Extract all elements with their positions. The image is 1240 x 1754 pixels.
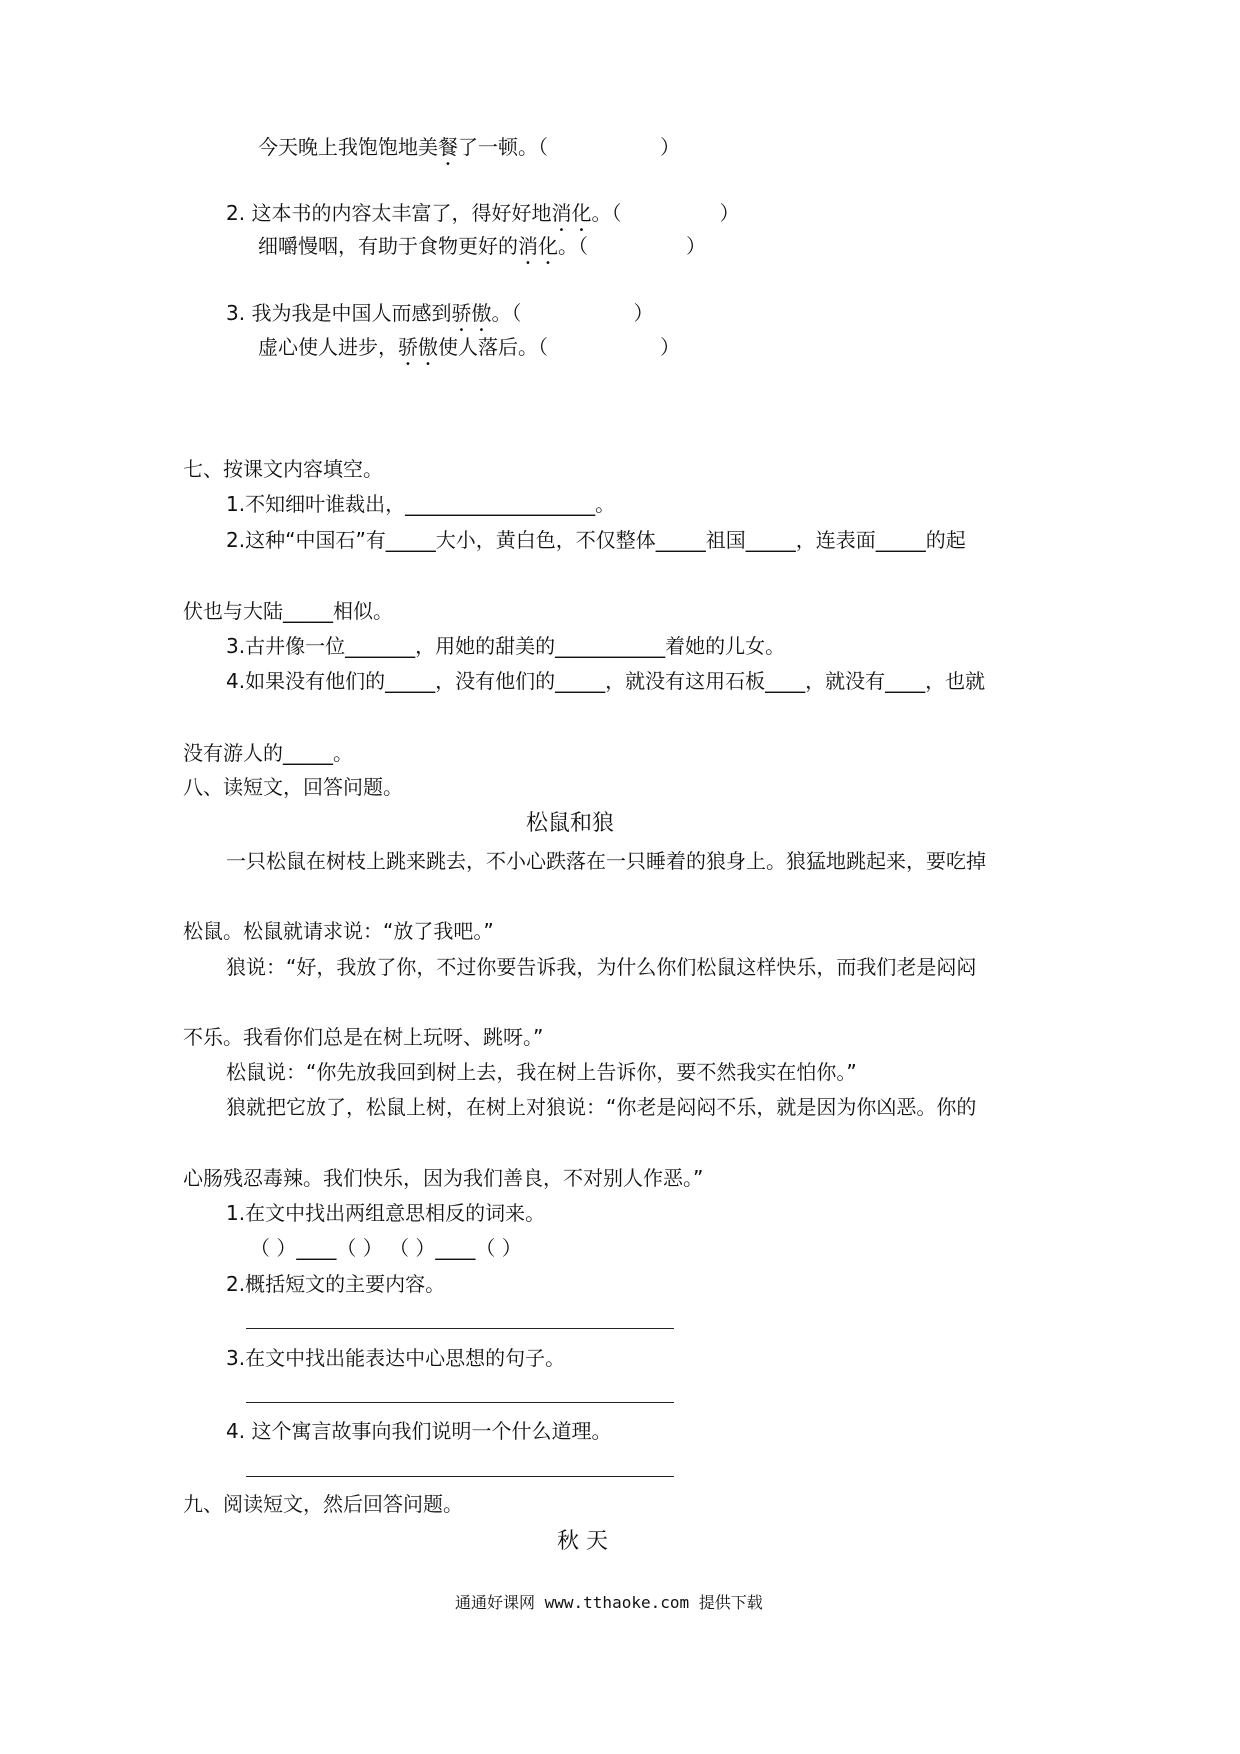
story-paragraph-1a: 一只松鼠在树枝上跳来跳去，不小心跌落在一只睡着的狼身上。狼猛地跳起来，要吃掉 — [226, 849, 986, 873]
sec8-q1-blanks: （ ）____（ ） （ ）____（ ） — [250, 1236, 522, 1260]
sec7-q3: 3.古井像一位_______，用她的甜美的___________着她的儿女。 — [226, 634, 786, 658]
sec6-q3-sentence-b: 虚心使人进步，骄傲使人落后。（ ） — [258, 335, 680, 359]
sec8-q3: 3.在文中找出能表达中心思想的句子。 — [226, 1346, 566, 1370]
answer-line — [246, 1476, 674, 1477]
emphasized-word: 消化 — [518, 234, 558, 258]
sec6-q2-sentence-b: 细嚼慢咽，有助于食物更好的消化。（ ） — [258, 234, 706, 258]
emphasized-word: 骄傲 — [398, 335, 438, 359]
sec7-q4-line-a: 4.如果没有他们的_____，没有他们的_____，就没有这用石板____，就没有____，也就 — [226, 669, 986, 693]
sec8-heading: 八、读短文，回答问题。 — [183, 775, 403, 799]
sec7-heading: 七、按课文内容填空。 — [183, 457, 383, 481]
page-footer: 通通好课网 www.tthaoke.com 提供下载 — [455, 1593, 763, 1612]
story-paragraph-4b: 心肠残忍毒辣。我们快乐，因为我们善良，不对别人作恶。” — [183, 1166, 704, 1190]
story-paragraph-3: 松鼠说：“你先放我回到树上去，我在树上告诉你，要不然我实在怕你。” — [226, 1060, 857, 1084]
answer-line — [246, 1328, 674, 1329]
answer-line — [246, 1402, 674, 1403]
emphasized-word: 消化 — [551, 201, 592, 225]
story-paragraph-2a: 狼说：“好，我放了你，不过你要告诉我，为什么你们松鼠这样快乐，而我们老是闷闷 — [226, 955, 977, 979]
story-paragraph-4a: 狼就把它放了，松鼠上树，在树上对狼说：“你老是闷闷不乐，就是因为你凶恶。你的 — [226, 1095, 977, 1119]
sec8-q2: 2.概括短文的主要内容。 — [226, 1272, 446, 1296]
sec9-story-title: 秋 天 — [557, 1529, 608, 1554]
sec6-q1-sentence-b: 今天晚上我饱饱地美餐了一顿。（ ） — [258, 135, 680, 159]
sec7-q1: 1.不知细叶谁裁出，___________________。 — [226, 492, 616, 516]
sec8-q4: 4. 这个寓言故事向我们说明一个什么道理。 — [226, 1419, 612, 1443]
emphasized-word: 骄傲 — [451, 301, 492, 325]
sec7-q2-line-a: 2.这种“中国石”有_____大小，黄白色，不仅整体_____祖国_____，连表面_____的起 — [226, 528, 966, 552]
emphasized-word: 餐 — [438, 135, 458, 159]
sec9-heading: 九、阅读短文，然后回答问题。 — [183, 1492, 463, 1516]
story-paragraph-2b: 不乐。我看你们总是在树上玩呀、跳呀。” — [183, 1025, 544, 1049]
sec7-q2-line-b: 伏也与大陆_____相似。 — [183, 599, 393, 623]
sec6-q3-sentence-a: 3. 我为我是中国人而感到骄傲。（ ） — [226, 301, 654, 325]
sec7-q4-line-b: 没有游人的_____。 — [183, 741, 353, 765]
sec8-q1: 1.在文中找出两组意思相反的词来。 — [226, 1201, 546, 1225]
story-paragraph-1b: 松鼠。松鼠就请求说：“放了我吧。” — [183, 919, 494, 943]
sec6-q2-sentence-a: 2. 这本书的内容太丰富了，得好好地消化。（ ） — [226, 201, 740, 225]
story-title: 松鼠和狼 — [526, 811, 615, 836]
